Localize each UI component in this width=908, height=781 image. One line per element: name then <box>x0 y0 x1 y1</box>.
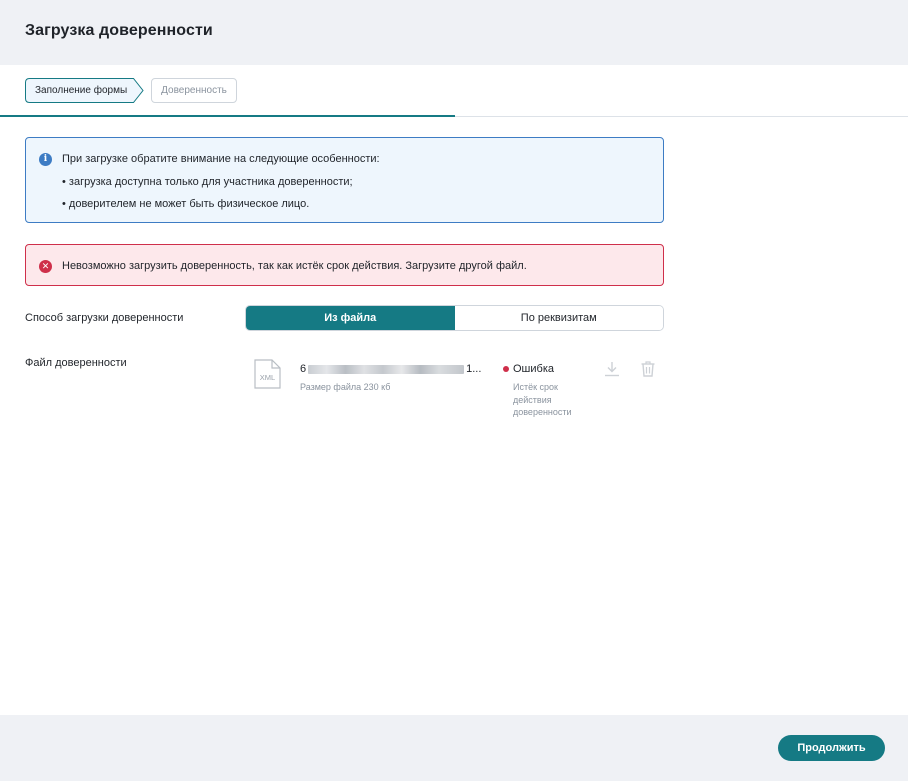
stepper-progress-bar <box>0 115 455 117</box>
page-title: Загрузка доверенности <box>25 22 213 39</box>
file-type-label: XML <box>259 373 276 382</box>
info-item: • доверителем не может быть физическое лицо. <box>62 198 310 210</box>
file-size: Размер файла 230 кб <box>300 382 391 392</box>
file-name-start: 6 <box>300 363 307 375</box>
option-from-file[interactable]: Из файла <box>246 306 455 330</box>
upload-method-label: Способ загрузки доверенности <box>25 312 184 324</box>
step-form-label: Заполнение формы <box>35 85 128 96</box>
error-alert <box>25 244 664 286</box>
status-dot-icon <box>503 366 509 372</box>
page-footer <box>0 715 908 781</box>
step-form[interactable] <box>25 78 144 103</box>
error-text: Невозможно загрузить доверенность, так как истёк срок действия. Загрузите другой файл. <box>62 260 527 272</box>
error-icon: ✕ <box>39 260 52 273</box>
status-description: Истёк срок действия доверенности <box>513 382 572 417</box>
page-header <box>0 0 908 65</box>
step-poa[interactable] <box>151 78 237 103</box>
trash-icon[interactable] <box>639 360 657 383</box>
download-icon[interactable] <box>603 360 621 383</box>
info-item: • загрузка доступна только для участника доверенности; <box>62 176 353 188</box>
info-alert <box>25 137 664 223</box>
option-by-details[interactable]: По реквизитам <box>455 306 664 330</box>
stepper <box>0 65 908 117</box>
status-text: Ошибка <box>513 363 554 375</box>
info-title: При загрузке обратите внимание на следующие особенности: <box>62 153 380 165</box>
continue-button[interactable]: Продолжить <box>778 735 885 761</box>
file-label: Файл доверенности <box>25 357 127 369</box>
redacted-filename <box>308 365 464 374</box>
file-status <box>503 363 554 375</box>
file-name[interactable] <box>300 363 481 375</box>
xml-file-icon <box>254 359 281 394</box>
upload-method-toggle <box>245 305 664 331</box>
file-name-end: 1... <box>466 363 482 375</box>
info-icon: i <box>39 153 52 166</box>
step-poa-label: Доверенность <box>161 85 227 96</box>
